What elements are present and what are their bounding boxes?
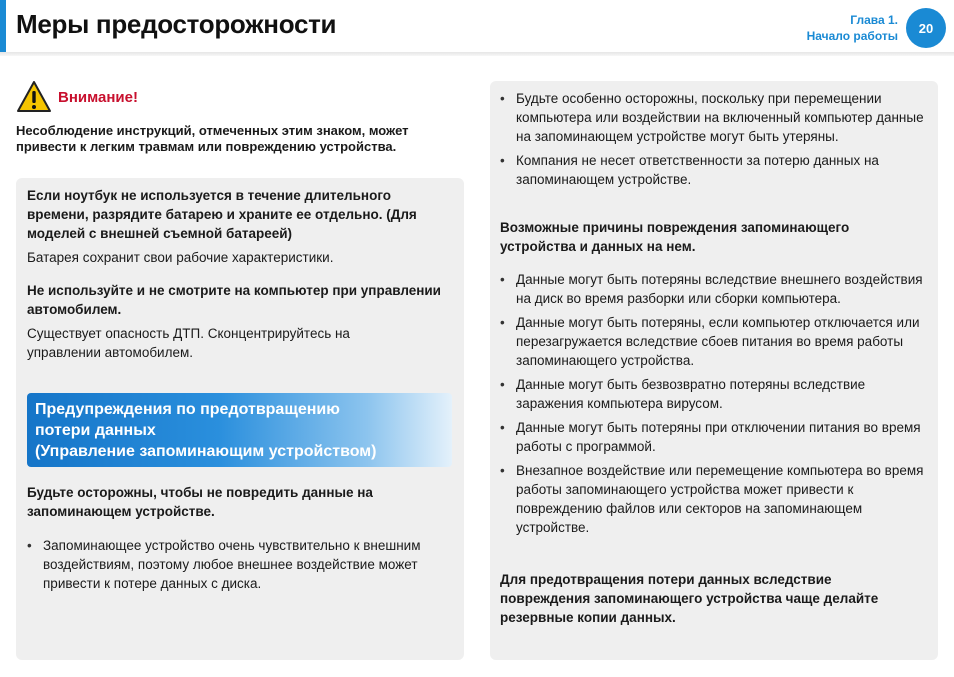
list-item: • Запоминающее устройство очень чувствительно к внешним воздействиям, поэтому любое внешнее воздействие может привести к потере данных с диска. xyxy=(27,536,455,593)
chapter-title: Начало работы xyxy=(806,29,898,43)
causes-bullet-list xyxy=(500,270,930,542)
warning-header xyxy=(16,80,138,114)
battery-text: Батарея сохранит свои рабочие характеристики. xyxy=(27,250,334,265)
driving-heading: Не используйте и не смотрите на компьютер при управлении автомобилем. xyxy=(27,283,441,317)
chapter-label[interactable] xyxy=(807,12,898,44)
warning-triangle-icon xyxy=(16,80,52,114)
banner-line: потери данных xyxy=(35,422,156,439)
page-title: Меры предосторожности xyxy=(16,9,337,39)
warning-title: Внимание! xyxy=(58,88,138,106)
banner-line: Предупреждения по предотвращению xyxy=(35,401,340,418)
list-item: • Данные могут быть потеряны при отключении питания во время работы с программой. xyxy=(500,418,930,456)
banner-line: (Управление запоминающим устройством) xyxy=(35,443,377,460)
header-accent-bar xyxy=(0,0,6,52)
chapter-number: Глава 1. xyxy=(850,13,898,27)
causes-heading: Возможные причины повреждения запоминающего устройства и данных на нем. xyxy=(500,220,850,254)
warning-description: Несоблюдение инструкций, отмеченных этим знаком, может привести к легким травмам или повреждению устройства. xyxy=(16,123,409,154)
page-number-badge: 20 xyxy=(906,8,946,48)
battery-heading: Если ноутбук не используется в течение длительного времени, разрядите батарею и храните ее отдельно. (Для моделей с внешней съемной батареей) xyxy=(27,188,417,241)
storage-heading: Будьте осторожны, чтобы не повредить данные на запоминающем устройстве. xyxy=(27,485,373,519)
list-item: • Компания не несет ответственности за потерю данных на запоминающем устройстве. xyxy=(500,151,928,189)
list-item: • Данные могут быть безвозвратно потеряны вследствие заражения компьютера вирусом. xyxy=(500,375,930,413)
storage-bullet-list xyxy=(27,536,455,598)
backup-note: Для предотвращения потери данных вследствие повреждения запоминающего устройства чаще делайте резервные копии данных. xyxy=(500,572,879,625)
list-item: • Внезапное воздействие или перемещение компьютера во время работы запоминающего устройства может привести к повреждению файлов или секторов на запоминающем устройстве. xyxy=(500,461,930,537)
top-bullet-list xyxy=(500,89,928,194)
data-loss-section-banner xyxy=(27,393,452,467)
header-divider xyxy=(0,52,954,56)
banner-title xyxy=(35,399,376,462)
list-item: • Данные могут быть потеряны вследствие внешнего воздействия на диск во время разборки или сборки компьютера. xyxy=(500,270,930,308)
driving-text: Существует опасность ДТП. Сконцентрируйтесь на управлении автомобилем. xyxy=(27,326,350,360)
list-item: • Данные могут быть потеряны, если компьютер отключается или перезагружается вследствие сбоев питания во время работы запоминающего устройства. xyxy=(500,313,930,370)
list-item: • Будьте особенно осторожны, поскольку при перемещении компьютера или воздействии на включенный компьютер данные на запоминающем устройстве могут быть утеряны. xyxy=(500,89,928,146)
